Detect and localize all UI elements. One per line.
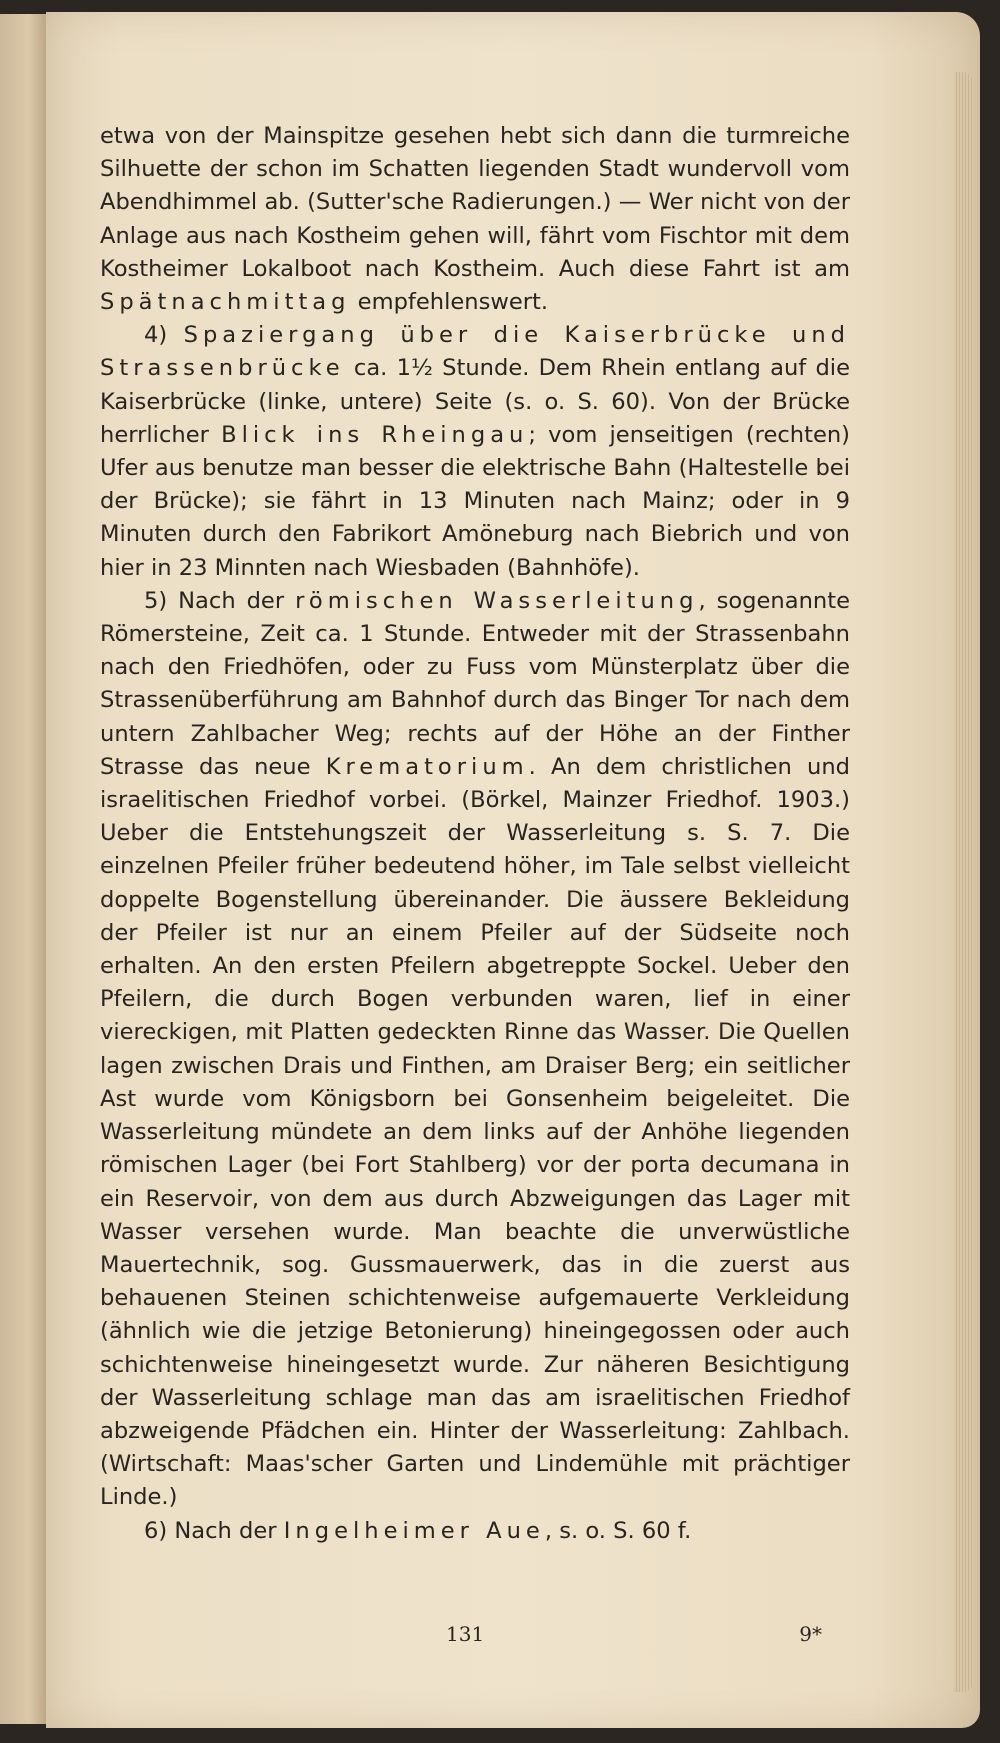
spaced-emphasis: Spätnachmittag <box>100 289 351 316</box>
text-run: 6) Nach der <box>144 1517 284 1544</box>
text-run: , sogenannte Römersteine, Zeit ca. 1 Stunde. Entweder mit der Strassenbahn nach den Friedhöfen, oder zu Fuss vom Münsterplatz über die Strassenüberführung am Bahnhof durch das Binger Tor nach dem untern Zahlbacher Weg; rechts auf der Höhe an der Finther Strasse das neue <box>100 587 850 780</box>
text-run: 5) Nach der <box>144 587 296 614</box>
page-number: 131 <box>446 1622 485 1646</box>
spaced-emphasis: Blick ins Rheingau <box>221 421 529 448</box>
page-stack-edge <box>954 72 974 1692</box>
text-run: ; vom jenseitigen (rechten) Ufer aus benutze man besser die elektrische Bahn (Haltestelle bei der Brücke); sie fährt in 13 Minuten nach Mainz; oder in 9 Minuten durch den Fabrikort Amöneburg nach Biebrich und von hier in 23 Minnten nach Wiesbaden (Bahnhöfe). <box>100 421 850 581</box>
text-run: ca. 1½ Stunde. Dem Rhein entlang auf die Kaiserbrücke (linke, untere) Seite (s. o. S. 60). Von der Brücke herrlicher <box>100 355 850 448</box>
spaced-emphasis: Krematorium <box>325 753 529 780</box>
body-text <box>100 120 850 1548</box>
paragraph <box>100 585 850 1515</box>
paragraph <box>100 319 850 585</box>
spaced-emphasis: römischen Wasserleitung <box>295 587 699 614</box>
text-run: , s. o. S. 60 f. <box>544 1517 692 1544</box>
text-run: . An dem christlichen und israelitischen Friedhof vorbei. (Börkel, Mainzer Friedhof. 1903.) Ueber die Entstehungszeit der Wasserleitung s. S. 7. Die einzelnen Pfeiler früher bedeutend höher, im Tale selbst vielleicht doppelte Bogenstellung übereinander. Die äussere Bekleidung der Pfeiler ist nur an einem Pfeiler auf der Südseite noch erhalten. An den ersten Pfeilern abgetreppte Sockel. Ueber den Pfeilern, die durch Bogen verbunden waren, lief in einer viereckigen, mit Platten gedeckten Rinne das Wasser. Die Quellen lagen zwischen Drais und Finthen, am Draiser Berg; ein seitlicher Ast wurde vom Königsborn bei Gonsenheim beigeleitet. Die Wasserleitung mündete an dem links auf der Anhöhe liegenden römischen Lager (bei Fort Stahlberg) vor der porta decumana in ein Reservoir, von dem aus durch Abzweigungen das Lager mit Wasser versehen wurde. Man beachte die unverwüstliche Mauertechnik, sog. Gussmauerwerk, das in die zuerst aus behauenen Steinen schichtenweise aufgemauerte Verkleidung (ähnlich wie die jetzige Betonierung) hineingegossen oder auch schichtenweise hineingesetzt wurde. Zur näheren Besichtigung der Wasserleitung schlage man das am israelitischen Friedhof abzweigende Pfädchen ein. Hinter der Wasserleitung: Zahlbach. (Wirtschaft: Maas'scher Garten und Lindemühle mit prächtiger Linde.) <box>100 753 850 1511</box>
text-run: empfehlenswert. <box>350 289 549 316</box>
spaced-emphasis: Ingelheimer Aue <box>283 1517 545 1544</box>
text-run: etwa von der Mainspitze gesehen hebt sich dann die turmreiche Silhuette der schon im Schatten liegenden Stadt wundervoll vom Abendhimmel ab. (Sutter'sche Radierungen.) — Wer nicht von der Anlage aus nach Kostheim gehen will, fährt vom Fischtor mit dem Kostheimer Lokalboot nach Kostheim. Auch diese Fahrt ist am <box>100 123 850 282</box>
spaced-emphasis: Spaziergang über die Kaiserbrücke und Strassenbrücke <box>100 322 850 382</box>
paragraph <box>100 1515 850 1548</box>
text-run: 4) <box>144 322 184 349</box>
left-page-edge <box>0 14 50 1724</box>
paragraph <box>100 120 850 319</box>
signature-mark: 9* <box>799 1622 822 1646</box>
